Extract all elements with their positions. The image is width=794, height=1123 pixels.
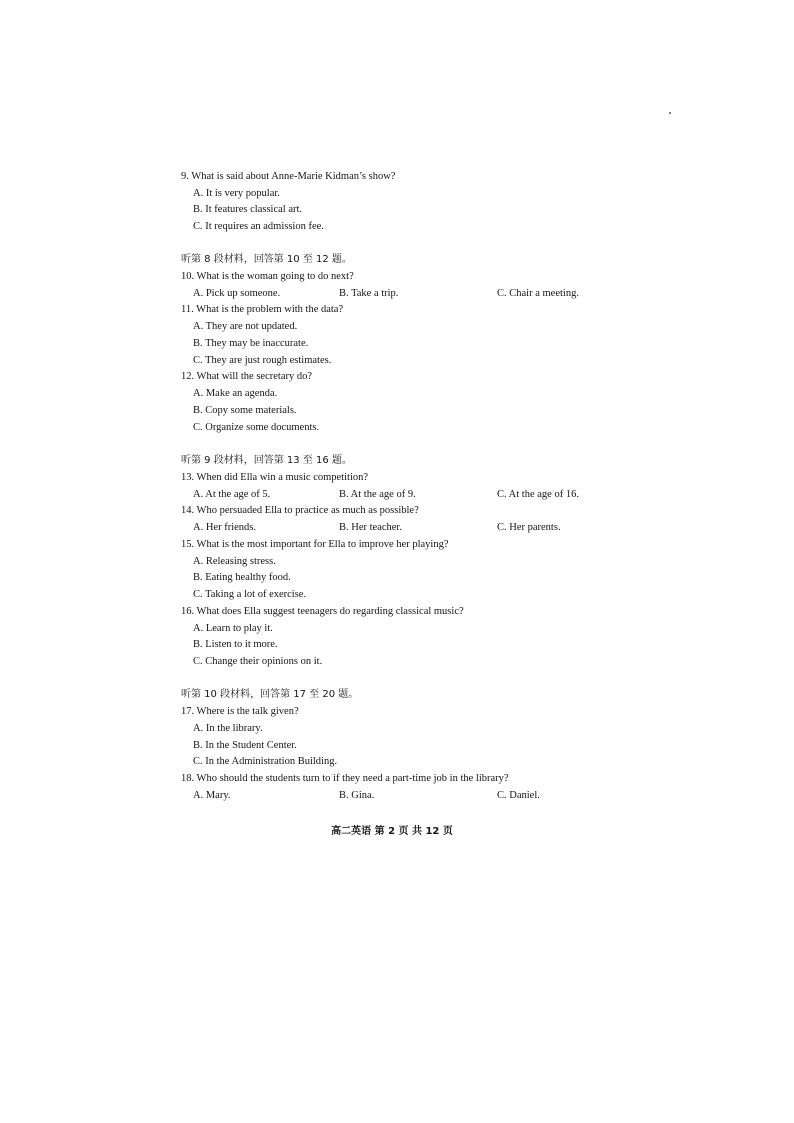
q18-option-c: C. Daniel. <box>497 790 540 801</box>
q12-option-c: C. Organize some documents. <box>193 422 320 433</box>
q18-option-a: A. Mary. <box>193 790 231 801</box>
question-11: 11. What is the problem with the data? <box>181 304 344 315</box>
question-14: 14. Who persuaded Ella to practice as much as possible? <box>181 505 419 516</box>
q14-option-a: A. Her friends. <box>193 522 256 533</box>
q9-option-a: A. It is very popular. <box>193 188 280 199</box>
q15-option-c: C. Taking a lot of exercise. <box>193 589 307 600</box>
question-9: 9. What is said about Anne-Marie Kidman’s show? <box>181 171 396 182</box>
q14-option-b: B. Her teacher. <box>339 522 402 533</box>
q16-option-c: C. Change their opinions on it. <box>193 656 323 667</box>
question-16: 16. What does Ella suggest teenagers do regarding classical music? <box>181 606 464 617</box>
q17-option-b: B. In the Student Center. <box>193 740 297 751</box>
q10-option-a: A. Pick up someone. <box>193 288 281 299</box>
q10-option-c: C. Chair a meeting. <box>497 288 579 299</box>
section-9-heading: 听第 9 段材料，回答第 13 至 16 题。 <box>181 455 352 466</box>
q12-option-a: A. Make an agenda. <box>193 388 278 399</box>
section-8-heading: 听第 8 段材料，回答第 10 至 12 题。 <box>181 254 352 265</box>
page-number-label: 高二英语 第 2 页 共 12 页 <box>331 826 453 837</box>
question-17: 17. Where is the talk given? <box>181 706 299 717</box>
q13-option-a: A. At the age of 5. <box>193 489 271 500</box>
q12-option-b: B. Copy some materials. <box>193 405 297 416</box>
question-13: 13. When did Ella win a music competition? <box>181 472 369 483</box>
page-footer <box>0 822 794 837</box>
q16-option-b: B. Listen to it more. <box>193 639 278 650</box>
question-12: 12. What will the secretary do? <box>181 371 313 382</box>
scan-speck <box>669 112 671 114</box>
q16-option-a: A. Learn to play it. <box>193 623 273 634</box>
q10-option-b: B. Take a trip. <box>339 288 399 299</box>
q15-option-b: B. Eating healthy food. <box>193 572 291 583</box>
q11-option-b: B. They may be inaccurate. <box>193 338 309 349</box>
question-10: 10. What is the woman going to do next? <box>181 271 354 282</box>
section-10-heading: 听第 10 段材料，回答第 17 至 20 题。 <box>181 689 359 700</box>
question-15: 15. What is the most important for Ella to improve her playing? <box>181 539 449 550</box>
q14-option-c: C. Her parents. <box>497 522 561 533</box>
q15-option-a: A. Releasing stress. <box>193 556 276 567</box>
q17-option-a: A. In the library. <box>193 723 263 734</box>
q9-option-c: C. It requires an admission fee. <box>193 221 324 232</box>
q18-option-b: B. Gina. <box>339 790 375 801</box>
q13-option-c: C. At the age of 16. <box>497 489 579 500</box>
q9-option-b: B. It features classical art. <box>193 204 303 215</box>
q11-option-c: C. They are just rough estimates. <box>193 355 332 366</box>
q13-option-b: B. At the age of 9. <box>339 489 416 500</box>
question-18: 18. Who should the students turn to if they need a part-time job in the library? <box>181 773 509 784</box>
q17-option-c: C. In the Administration Building. <box>193 756 338 767</box>
q11-option-a: A. They are not updated. <box>193 321 298 332</box>
